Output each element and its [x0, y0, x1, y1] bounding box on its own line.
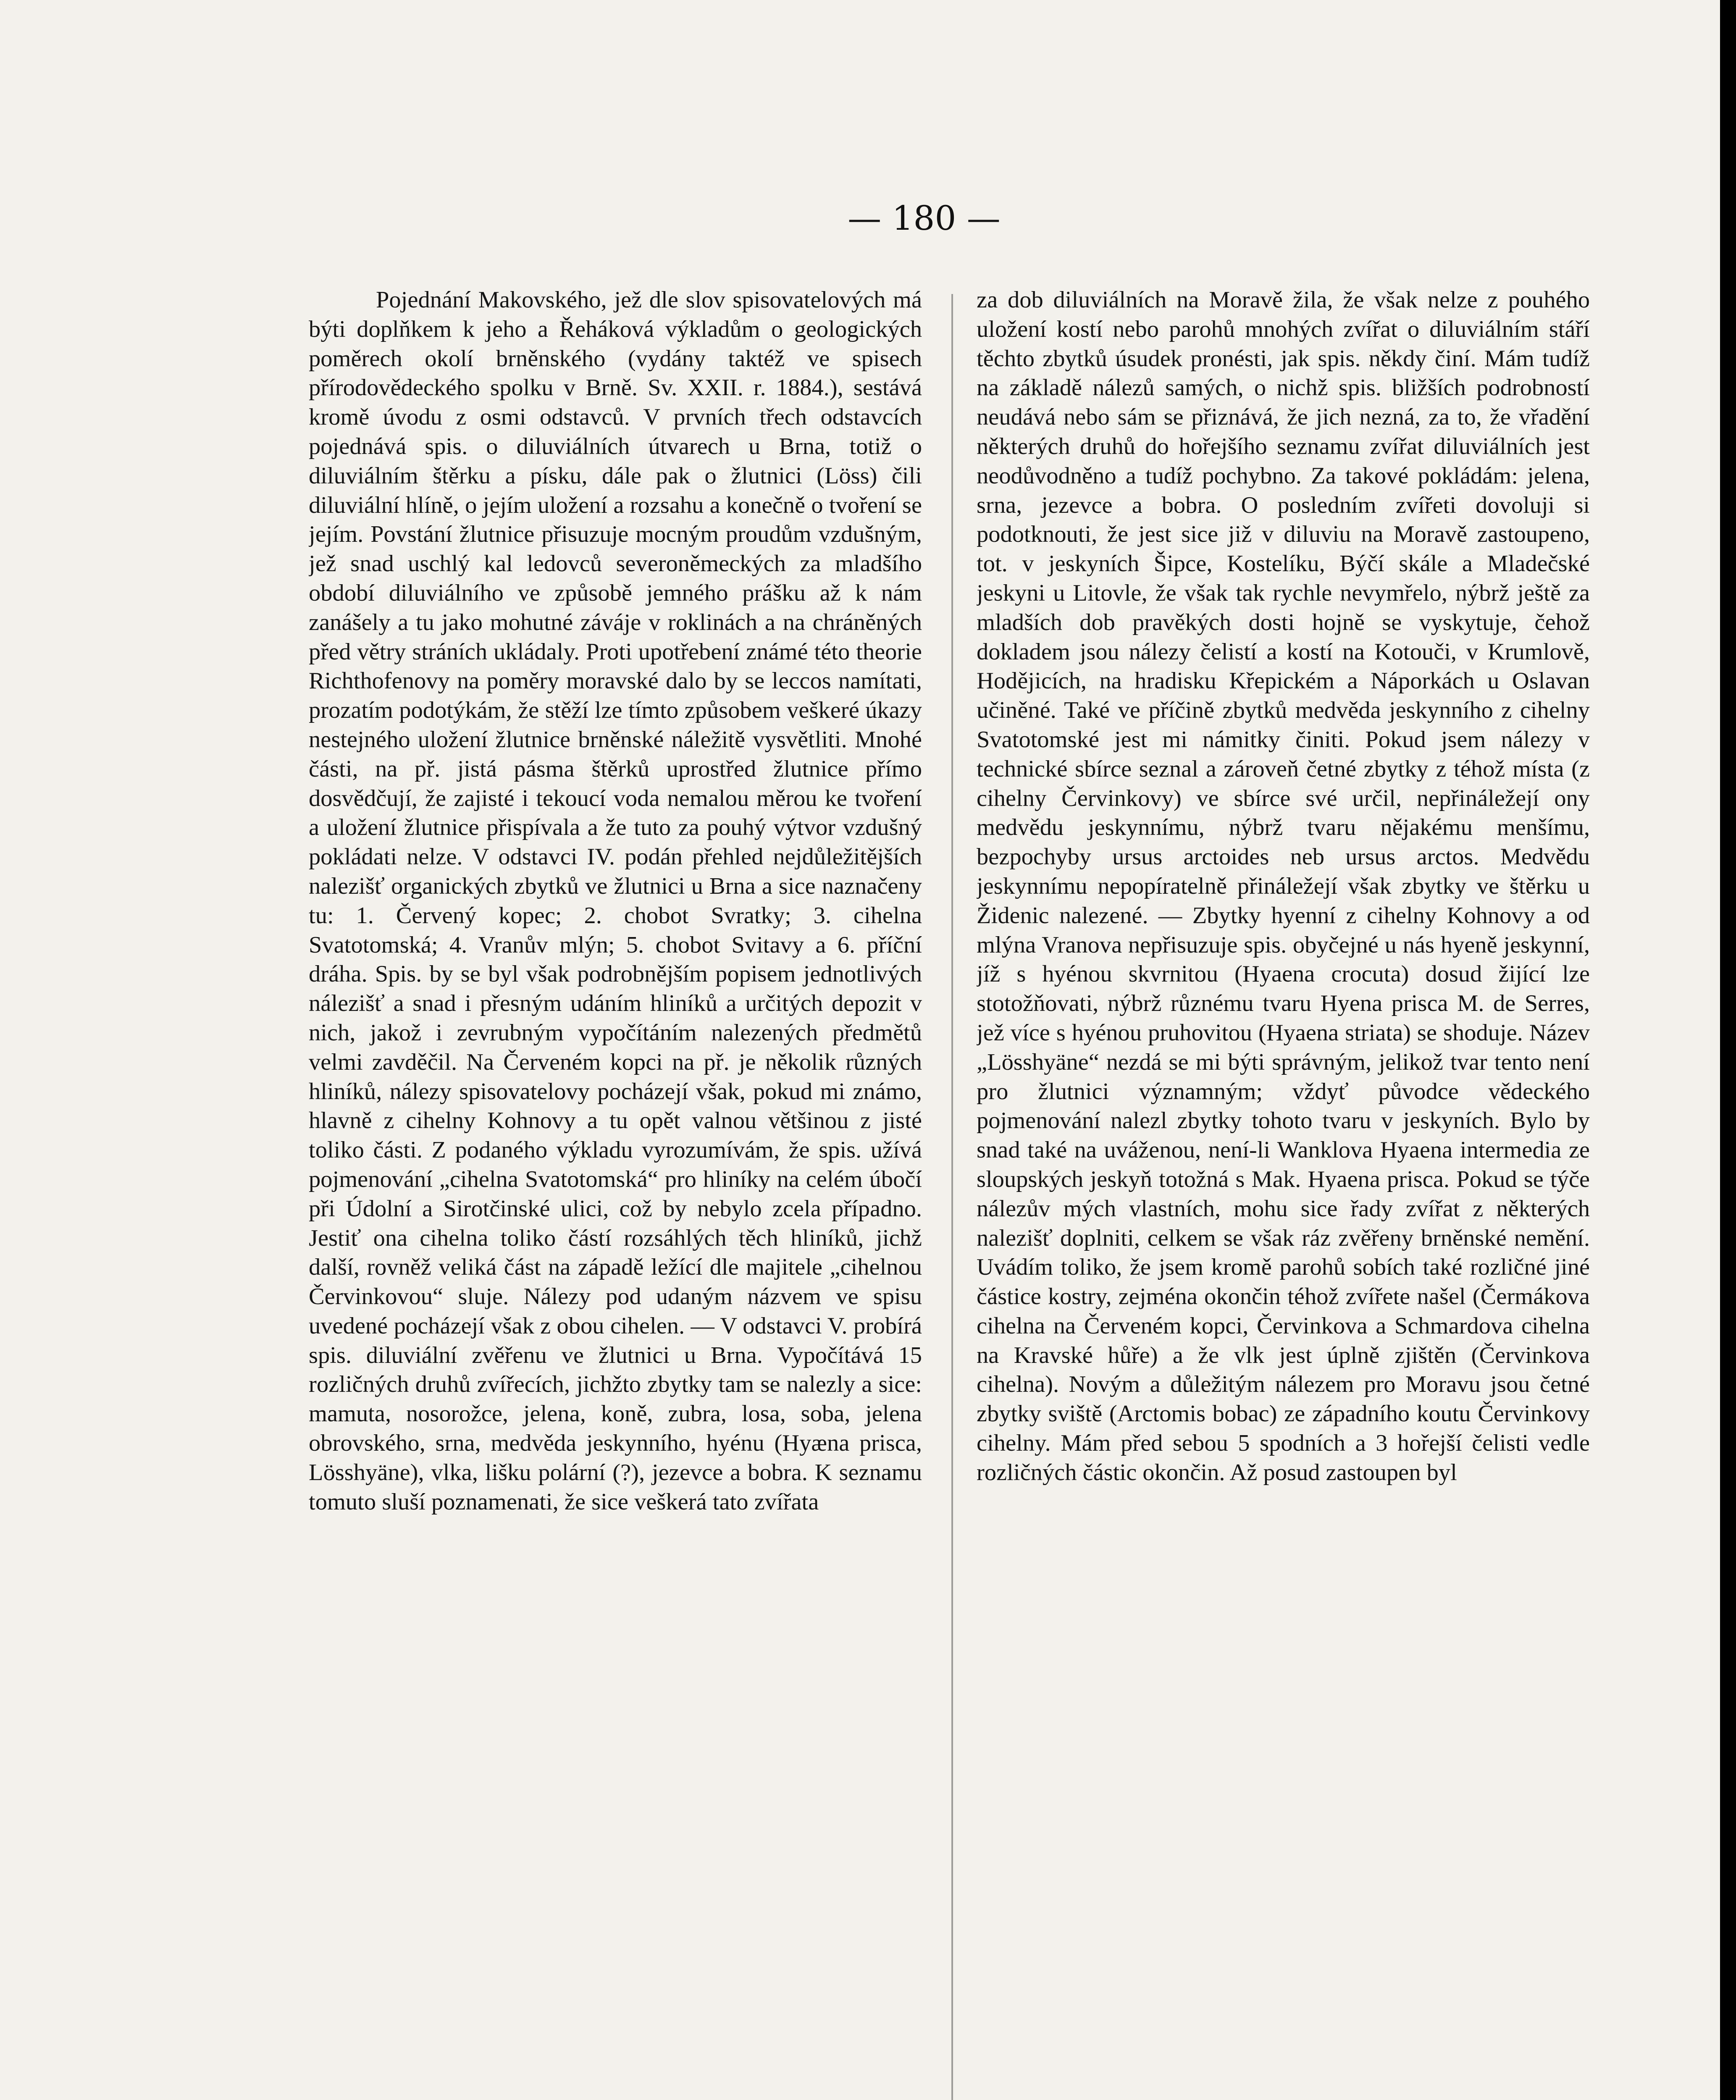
left-column-text: Pojednání Makovského, jež dle slov spisovatelových má býti doplňkem k jeho a Řeháková výkladům o geologických poměrech okolí brněnského (vydány taktéž ve spisech přírodovědeckého spolku v Brně. Sv. XXII. r. 1884.), sestává kromě úvodu z osmi odstavců. V prvních třech odstavcích pojednává spis. o diluviálních útvarech u Brna, totiž o diluviálním štěrku a písku, dále pak o žlutnici (Löss) čili diluviální hlíně, o jejím uložení a rozsahu a konečně o tvoření se jejím. Povstání žlutnice přisuzuje mocným proudům vzdušným, jež snad uschlý kal ledovců severoněmeckých za mladšího období diluviálního ve způsobě jemného prášku až k nám zanášely a tu jako mohutné záváje v roklinách a na chráněných před větry stráních ukládaly. Proti upotřebení známé této theorie Richthofenovy na poměry moravské dalo by se leccos namítati, prozatím podotýkám, že stěží lze tímto způsobem veškeré úkazy nestejného uložení žlutnice brněnské náležitě vysvětliti. Mnohé části, na př. jistá pásma štěrků uprostřed žlutnice přímo dosvědčují, že zajisté i tekoucí voda nemalou měrou ke tvoření a uložení žlutnice přispívala a že tuto za pouhý výtvor vzdušný pokládati nelze. V odstavci IV. podán přehled nejdůležitějších nalezišť organických zbytků ve žlutnici u Brna a sice naznačeny tu: 1. Červený kopec; 2. chobot Svratky; 3. cihelna Svatotomská; 4. Vranův mlýn; 5. chobot Svitavy a 6. příční dráha. Spis. by se byl však podrobnějším popisem jednotlivých nálezišť a snad i přesným udáním hliníků a určitých depozit v nich, jakož i zevrubným vypočítáním nalezených předmětů velmi zavděčil. Na Červeném kopci na př. je několik různých hliníků, nálezy spisovatelovy pocházejí však, pokud mi známo, hlavně z cihelny Kohnovy a tu opět valnou většinou z jisté toliko části. Z podaného výkladu vyrozumívám, že spis. užívá pojmenování „cihelna Svatotomská“ pro hliníky na celém úbočí při Údolní a Sirotčinské ulici, což by nebylo zcela případno. Jestiť ona cihelna toliko částí rozsáhlých těch hliníků, jichž další, rovněž veliká část na západě ležící dle majitele „cihelnou Červinkovou“ sluje. Nálezy pod udaným názvem ve spisu uvedené pocházejí však z obou cihelen. — V odstavci V. probírá spis. diluviální zvěřenu ve žlutnici u Brna. Vypočítává 15 rozličných druhů zvířecích, jichžto zbytky tam se nalezly a sice: mamuta, nosorožce, jelena, koně, zubra, losa, soba, jelena obrovského, srna, medvěda jeskynního, hyénu (Hyæna prisca, Lösshyäne), vlka, lišku polární (?), jezevce a bobra. K seznamu tomuto sluší poznamenati, že sice veškerá tato zvířata	[309, 287, 922, 1515]
column-divider	[951, 294, 953, 2100]
right-column-text: za dob diluviálních na Moravě žila, že však nelze z pouhého uložení kostí nebo parohů mnohých zvířat o diluviálním stáří těchto zbytků úsudek pronésti, jak spis. někdy činí. Mám tudíž na základě nálezů samých, o nichž spis. bližších podrobností neudává nebo sám se přiznává, že jich nezná, za to, že vřadění některých druhů do hořejšího seznamu zvířat diluviálních jest neodůvodněno a tudíž pochybno. Za takové pokládám: jelena, srna, jezevce a bobra. O posledním zvířeti dovoluji si podotknouti, že jest sice již v diluviu na Moravě zastoupeno, tot. v jeskyních Šipce, Kostelíku, Býčí skále a Mladečské jeskyni u Litovle, že však tak rychle nevymřelo, nýbrž ještě za mladších dob pravěkých dosti hojně se vyskytuje, čehož dokladem jsou nálezy čelistí a kostí na Kotouči, v Krumlově, Hodějicích, na hradisku Křepickém a Náporkách u Oslavan učiněné. Také ve příčině zbytků medvěda jeskynního z cihelny Svatotomské jest mi námitky činiti. Pokud jsem nálezy v technické sbírce seznal a zároveň četné zbytky z téhož místa (z cihelny Červinkovy) ve sbírce své určil, nepřináležejí ony medvědu jeskynnímu, nýbrž tvaru nějakému menšímu, bezpochyby ursus arctoides neb ursus arctos. Medvědu jeskynnímu nepopíratelně přináležejí však zbytky ve štěrku u Židenic nalezené. — Zbytky hyenní z cihelny Kohnovy a od mlýna Vranova nepřisuzuje spis. obyčejné u nás hyeně jeskynní, jíž s hyénou skvrnitou (Hyaena crocuta) dosud žijící lze stotožňovati, nýbrž různému tvaru Hyena prisca M. de Serres, jež více s hyénou pruhovitou (Hyaena striata) se shoduje. Název „Lösshyäne“ nezdá se mi býti správným, jelikož tvar tento není pro žlutnici významným; vždyť původce vědeckého pojmenování nalezl zbytky tohoto tvaru v jeskyních. Bylo by snad také na uváženou, není-li Wanklova Hyaena intermedia ze sloupských jeskyň totožná s Mak. Hyaena prisca. Pokud se týče nálezův mých vlastních, mohu sice řady zvířat z některých nalezišť doplniti, celkem se však ráz zvěřeny brněnské nemění. Uvádím toliko, že jsem kromě parohů sobích také rozličné jiné částice kostry, zejména okončin téhož zvířete našel (Čermákova cihelna na Červeném kopci, Červinkova a Schmardova cihelna na Kravské hůře) a že vlk jest úplně zjištěn (Červinkova cihelna). Novým a důležitým nálezem pro Moravu jsou četné zbytky sviště (Arctomis bobac) ze západního koutu Červinkovy cihelny. Mám před sebou 5 spodních a 3 hořejší čelisti vedle rozličných částic okončin. Až posud zastoupen byl	[977, 287, 1590, 1486]
page-number: — 180 —	[848, 199, 1001, 238]
left-column	[309, 286, 922, 2100]
right-column	[977, 286, 1590, 2100]
